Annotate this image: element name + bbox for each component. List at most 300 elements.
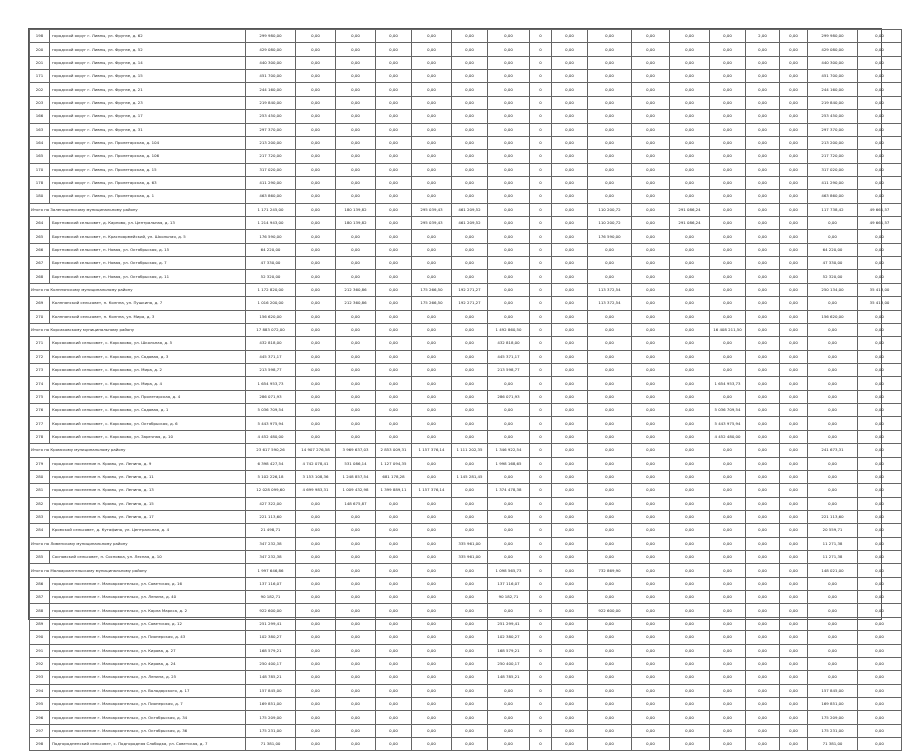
address-cell: Корсаковский сельсовет, с. Корсаково, ул. Мира, д. 2 [50,363,246,376]
value-cell: 440 300,00 [808,56,858,69]
value-cell: 0,00 [488,150,530,163]
value-cell: 175 266,50 [412,283,452,296]
value-cell: 2 853 009,31 [376,444,412,457]
value-cell: 3 153 108,36 [296,470,336,483]
value-cell: 157 845,00 [808,684,858,697]
value-cell: 0,00 [376,524,412,537]
value-cell: 0,00 [552,551,588,564]
value-cell: 0,00 [710,163,746,176]
value-cell: 0,00 [336,524,376,537]
value-cell: 0,00 [746,176,780,189]
value-cell: 0,00 [452,457,488,470]
value-cell: 0,00 [376,390,412,403]
value-cell: 0,00 [746,56,780,69]
value-cell: 0,00 [452,56,488,69]
value-cell: 221 113,60 [246,510,296,523]
value-cell: 0,00 [336,604,376,617]
value-cell: 0,00 [336,551,376,564]
value-cell: 0,00 [552,297,588,310]
value-cell: 6 398 427,54 [246,457,296,470]
value-cell: 463 860,00 [808,190,858,203]
value-cell: 0 [530,96,552,109]
value-cell: 0,00 [376,631,412,644]
value-cell: 0,00 [746,83,780,96]
value-cell: 0,00 [488,404,530,417]
value-cell: 0,00 [670,310,710,323]
value-cell: 0,00 [632,551,670,564]
value-cell: 1 098 565,73 [488,564,530,577]
value-cell: 429 080,00 [808,43,858,56]
value-cell: 0,00 [780,470,808,483]
address-cell: городское поселение г. Малоархангельск, ул. Пионерская, д. 43 [50,631,246,644]
value-cell: 291 086,24 [670,217,710,230]
group-title-cell: Итого по Колпнянскому муниципальному району [30,283,246,296]
value-cell: 0,00 [670,497,710,510]
value-cell: 0,00 [412,644,452,657]
value-cell: 0,00 [670,671,710,684]
value-cell: 0,00 [746,297,780,310]
value-cell: 0,00 [632,163,670,176]
value-cell: 432 818,00 [488,337,530,350]
table-row [30,684,902,697]
value-cell: 0,00 [746,631,780,644]
value-cell: 113 372,54 [588,297,632,310]
value-cell: 0,00 [780,617,808,630]
value-cell: 0,00 [710,203,746,216]
value-cell: 0,00 [632,203,670,216]
value-cell: 0,00 [412,657,452,670]
value-cell: 0,00 [552,604,588,617]
value-cell: 0,00 [296,163,336,176]
value-cell: 0,00 [376,417,412,430]
address-cell: городской округ г. Ливны, ул. Пролетарская, д. 106 [50,150,246,163]
value-cell: 0 [530,617,552,630]
value-cell: 102 380,27 [488,631,530,644]
value-cell: 0,00 [746,738,780,751]
value-cell: 0,00 [808,457,858,470]
value-cell: 0,00 [588,551,632,564]
value-cell: 0,00 [296,684,336,697]
value-cell: 0,00 [552,738,588,751]
address-cell: городское поселение г. Малоархангельск, ул. Пионерская, д. 7 [50,697,246,710]
value-cell: 0,00 [780,484,808,497]
value-cell: 217 720,00 [246,150,296,163]
value-cell: 213 200,00 [808,136,858,149]
value-cell: 461 209,52 [452,203,488,216]
value-cell: 0,00 [858,176,902,189]
address-cell: городское поселение г. Малоархангельск, ул. Ленина, д. 40 [50,591,246,604]
value-cell: 427 322,00 [246,497,296,510]
value-cell: 0,00 [336,323,376,336]
value-cell: 0,00 [670,644,710,657]
value-cell: 0,00 [670,430,710,443]
value-cell: 0,00 [296,631,336,644]
value-cell: 445 371,17 [246,350,296,363]
row-number-cell: 281 [30,484,50,497]
table-row [30,390,902,403]
value-cell: 0,00 [780,43,808,56]
value-cell: 0,00 [780,390,808,403]
row-number-cell: 272 [30,350,50,363]
value-cell: 0,00 [670,163,710,176]
value-cell: 0,00 [710,43,746,56]
value-cell: 0,00 [452,150,488,163]
row-number-cell: 280 [30,470,50,483]
value-cell: 0,00 [452,270,488,283]
value-cell: 0 [530,377,552,390]
value-cell: 0 [530,230,552,243]
value-cell: 429 080,00 [246,43,296,56]
value-cell: 0,00 [746,323,780,336]
value-cell: 0,00 [710,524,746,537]
row-number-cell: 282 [30,497,50,510]
value-cell: 0,00 [296,83,336,96]
value-cell: 0,00 [670,684,710,697]
group-title-cell: Итого по Корсаковскому муниципальному району [30,323,246,336]
value-cell: 213 200,00 [246,136,296,149]
value-cell: 1 399 889,11 [376,484,412,497]
value-cell: 0,00 [376,243,412,256]
value-cell: 0,00 [452,136,488,149]
table-row [30,577,902,590]
value-cell: 0,00 [632,510,670,523]
value-cell: 0,00 [710,270,746,283]
value-cell: 0 [530,217,552,230]
value-cell: 0,00 [632,297,670,310]
value-cell: 35 413,00 [858,297,902,310]
value-cell: 0,00 [670,56,710,69]
table-row [30,337,902,350]
value-cell: 0,00 [808,404,858,417]
value-cell: 922 600,00 [246,604,296,617]
value-cell: 0,00 [780,577,808,590]
value-cell: 0,00 [858,470,902,483]
value-cell: 0,00 [452,697,488,710]
value-cell: 0,00 [588,43,632,56]
row-number-cell: 285 [30,551,50,564]
row-number-cell: 274 [30,377,50,390]
value-cell: 0,00 [412,724,452,737]
row-number-cell: 298 [30,738,50,751]
value-cell: 0,00 [858,671,902,684]
value-cell: 317 020,00 [246,163,296,176]
value-cell: 0,00 [488,270,530,283]
value-cell: 0,00 [552,136,588,149]
value-cell: 0,00 [670,323,710,336]
value-cell: 0,00 [670,711,710,724]
value-cell: 0,00 [780,631,808,644]
value-cell: 0,00 [710,724,746,737]
value-cell: 0,00 [710,110,746,123]
value-cell: 0,00 [412,497,452,510]
value-cell: 0,00 [296,604,336,617]
value-cell: 0 [530,390,552,403]
table-row [30,697,902,710]
value-cell: 0,00 [552,230,588,243]
value-cell: 0,00 [552,564,588,577]
value-cell: 0,00 [296,56,336,69]
value-cell: 0 [530,30,552,43]
address-cell: городской округ г. Ливны, ул. Пролетарская, д. 15 [50,163,246,176]
value-cell: 0,00 [670,738,710,751]
table-row [30,377,902,390]
value-cell: 0,00 [808,591,858,604]
value-cell: 0,00 [858,404,902,417]
value-cell: 0,00 [710,537,746,550]
value-cell: 347 232,38 [246,537,296,550]
value-cell: 0,00 [376,163,412,176]
value-cell: 0,00 [710,123,746,136]
value-cell: 219 840,00 [808,96,858,109]
value-cell: 0 [530,136,552,149]
value-cell: 1 145 281,45 [452,470,488,483]
address-cell: городское поселение г. Малоархангельск, ул. Октябрьская, д. 34 [50,711,246,724]
value-cell: 0,00 [746,684,780,697]
value-cell: 213 598,77 [246,363,296,376]
value-cell: 0,00 [710,617,746,630]
value-cell: 0,00 [588,684,632,697]
value-cell: 0,00 [780,604,808,617]
value-cell: 0,00 [632,230,670,243]
value-cell: 169 851,00 [808,697,858,710]
value-cell: 0 [530,257,552,270]
value-cell: 0,00 [296,110,336,123]
value-cell: 0,00 [632,671,670,684]
value-cell: 221 113,60 [808,510,858,523]
value-cell: 0,00 [412,350,452,363]
value-cell: 0,00 [488,56,530,69]
value-cell: 0,00 [670,537,710,550]
value-cell: 0,00 [670,283,710,296]
value-cell: 0,00 [412,257,452,270]
value-cell: 0,00 [336,537,376,550]
value-cell: 0,00 [746,96,780,109]
row-number-cell: 290 [30,631,50,644]
address-cell: Кромской сельсовет, д. Кутафино, ул. Центральная, д. 4 [50,524,246,537]
value-cell: 0,00 [452,684,488,697]
value-cell: 0,00 [710,470,746,483]
value-cell: 244 160,00 [246,83,296,96]
value-cell: 445 371,17 [488,350,530,363]
value-cell: 0 [530,190,552,203]
row-number-cell: 279 [30,457,50,470]
value-cell: 253 450,00 [246,110,296,123]
address-cell: городское поселение п. Кромы, ул. Ленина, д. 15 [50,497,246,510]
address-cell: городское поселение п. Кромы, ул. Ленина, д. 13 [50,484,246,497]
value-cell: 0,00 [780,83,808,96]
value-cell: 0,00 [710,56,746,69]
value-cell: 0,00 [296,577,336,590]
value-cell: 251 299,41 [246,617,296,630]
value-cell: 0,00 [336,390,376,403]
value-cell: 0,00 [376,404,412,417]
value-cell: 0,00 [296,270,336,283]
value-cell: 0,00 [670,377,710,390]
value-cell: 0,00 [780,283,808,296]
value-cell: 0 [530,470,552,483]
value-cell: 0,00 [452,310,488,323]
row-number-cell: 277 [30,417,50,430]
value-cell: 0,00 [296,617,336,630]
value-cell: 0,00 [296,724,336,737]
value-cell: 0,00 [412,617,452,630]
value-cell: 192 271,27 [452,283,488,296]
row-number-cell: 180 [30,190,50,203]
table-row [30,724,902,737]
value-cell: 0,00 [632,283,670,296]
value-cell: 0,00 [746,390,780,403]
value-cell: 411 290,00 [246,176,296,189]
value-cell: 0,00 [588,430,632,443]
value-cell: 0,00 [296,217,336,230]
value-cell: 0,00 [670,524,710,537]
value-cell: 0,00 [552,337,588,350]
value-cell: 0,00 [336,724,376,737]
value-cell: 0,00 [412,551,452,564]
value-cell: 52 320,00 [808,270,858,283]
value-cell: 0,00 [552,203,588,216]
value-cell: 0,00 [632,150,670,163]
value-cell: 0,00 [710,297,746,310]
value-cell: 0,00 [808,297,858,310]
table-body [30,30,902,751]
row-number-cell: 198 [30,30,50,43]
table-row [30,257,902,270]
value-cell: 0,00 [632,96,670,109]
value-cell: 0,00 [336,377,376,390]
value-cell: 0,00 [452,230,488,243]
table-row [30,510,902,523]
value-cell: 0,00 [336,430,376,443]
value-cell: 0,00 [412,230,452,243]
value-cell: 0,00 [710,363,746,376]
value-cell: 0,00 [488,524,530,537]
value-cell: 0,00 [488,711,530,724]
group-title-cell: Итого по Залегощенскому муниципальному району [30,203,246,216]
value-cell: 212 360,86 [336,297,376,310]
value-cell: 0,00 [780,230,808,243]
value-cell: 0,00 [552,510,588,523]
value-cell: 0,00 [710,657,746,670]
value-cell: 0,00 [710,136,746,149]
value-cell: 0,00 [858,377,902,390]
value-cell: 5 443 975,94 [710,417,746,430]
value-cell: 0,00 [376,230,412,243]
value-cell: 411 290,00 [808,176,858,189]
value-cell: 0,00 [670,136,710,149]
value-cell: 0,00 [670,417,710,430]
value-cell: 1 654 953,73 [710,377,746,390]
value-cell: 0,00 [376,310,412,323]
value-cell: 0,00 [670,724,710,737]
value-cell: 0,00 [808,230,858,243]
group-title-cell: Итого по Ливенскому муниципальному району [30,537,246,550]
value-cell: 0,00 [552,43,588,56]
value-cell: 0,00 [376,363,412,376]
value-cell: 0,00 [632,390,670,403]
value-cell: 0,00 [858,457,902,470]
value-cell: 0,00 [710,591,746,604]
value-cell: 0,00 [336,190,376,203]
row-number-cell: 163 [30,123,50,136]
value-cell: 0,00 [452,96,488,109]
value-cell: 0,00 [552,457,588,470]
value-cell: 0,00 [746,457,780,470]
table-row [30,457,902,470]
value-cell: 0,00 [552,323,588,336]
value-cell: 0,00 [412,564,452,577]
value-cell: 440 300,00 [246,56,296,69]
value-cell: 0,00 [632,56,670,69]
value-cell: 0,00 [452,110,488,123]
value-cell: 0,00 [746,551,780,564]
value-cell: 0,00 [670,444,710,457]
value-cell: 0,00 [746,484,780,497]
value-cell: 0,00 [336,176,376,189]
row-number-cell: 283 [30,510,50,523]
value-cell: 0,00 [858,136,902,149]
table-row [30,644,902,657]
value-cell: 0,00 [780,323,808,336]
value-cell: 0,00 [452,564,488,577]
value-cell: 64 220,00 [808,243,858,256]
value-cell: 0,00 [552,417,588,430]
address-cell: Корсаковский сельсовет, с. Корсаково, ул. Садовая, д. 3 [50,350,246,363]
value-cell: 0,00 [780,176,808,189]
value-cell: 0,00 [412,30,452,43]
value-cell: 0 [530,430,552,443]
group-title-cell: Итого по Малоархангельскому муниципальному району [30,564,246,577]
value-cell: 0,00 [780,190,808,203]
value-cell: 0,00 [376,257,412,270]
value-cell: 0,00 [746,363,780,376]
value-cell: 0,00 [376,123,412,136]
value-cell: 0,00 [552,243,588,256]
value-cell: 0,00 [452,591,488,604]
value-cell: 71 381,00 [808,738,858,751]
value-cell: 0,00 [780,510,808,523]
row-number-cell: 270 [30,310,50,323]
value-cell: 0,00 [632,43,670,56]
value-cell: 0,00 [746,70,780,83]
document-table [29,29,902,751]
value-cell: 0,00 [488,217,530,230]
value-cell: 0,00 [858,564,902,577]
value-cell: 0,00 [858,390,902,403]
value-cell: 531 086,14 [336,457,376,470]
value-cell: 250 400,17 [246,657,296,670]
row-number-cell: 271 [30,337,50,350]
value-cell: 5 443 975,94 [246,417,296,430]
row-number-cell: 294 [30,684,50,697]
row-number-cell: 288 [30,604,50,617]
value-cell: 0,00 [632,323,670,336]
value-cell: 0,00 [376,738,412,751]
value-cell: 0,00 [296,43,336,56]
value-cell: 0,00 [588,70,632,83]
value-cell: 0,00 [336,83,376,96]
value-cell: 176 590,00 [246,230,296,243]
value-cell: 0,00 [296,404,336,417]
value-cell: 0,00 [710,310,746,323]
value-cell: 0,00 [710,217,746,230]
value-cell: 0,00 [710,190,746,203]
value-cell: 0,00 [746,283,780,296]
value-cell: 0,00 [488,697,530,710]
value-cell: 0,00 [376,537,412,550]
value-cell: 0,00 [632,657,670,670]
value-cell: 0,00 [858,83,902,96]
